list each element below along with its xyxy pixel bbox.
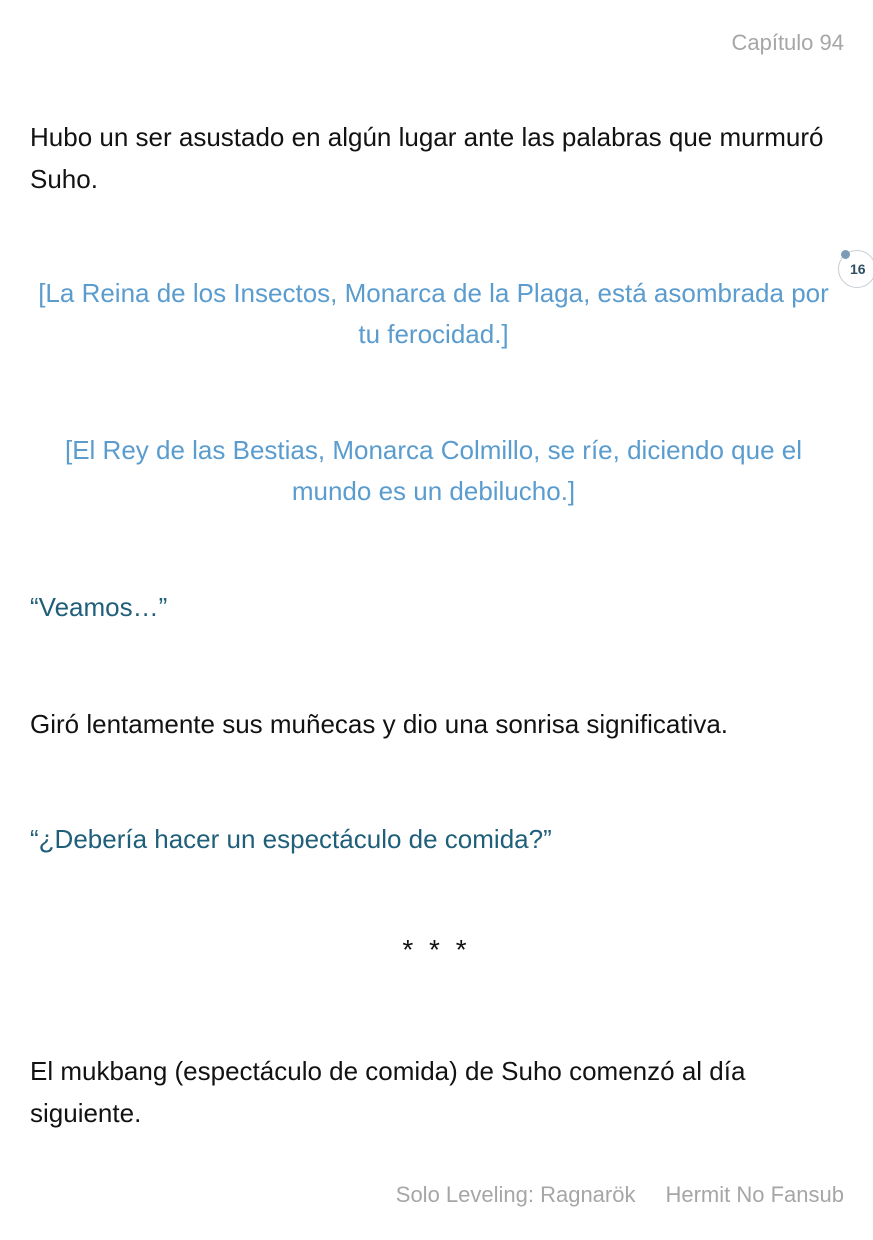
scene-separator: * * * [402, 934, 471, 965]
paragraph: El mukbang (espectáculo de comida) de Suho comenzó al día siguiente. [30, 1056, 746, 1128]
dialogue-line: “Veamos…” [30, 592, 168, 622]
system-message: [El Rey de las Bestias, Monarca Colmillo, se ríe, diciendo que el mundo es un debilucho.] [64, 435, 802, 506]
chapter-label: Capítulo 94 [731, 30, 844, 55]
novel-title: Solo Leveling: Ragnarök [395, 1182, 636, 1207]
system-message: [La Reina de los Insectos, Monarca de la Plaga, está asombrada por tu ferocidad.] [38, 278, 829, 349]
comment-count: 16 [850, 261, 866, 277]
translator-credit: Hermit No Fansub [665, 1182, 844, 1207]
paragraph: Giró lentamente sus muñecas y dio una sonrisa significativa. [30, 709, 729, 739]
footer [396, 1182, 844, 1208]
comment-count-bubble[interactable] [838, 250, 873, 288]
dialogue-line: “¿Debería hacer un espectáculo de comida?” [30, 824, 552, 854]
paragraph: Hubo un ser asustado en algún lugar ante las palabras que murmuró Suho. [30, 122, 824, 194]
comment-indicator-icon [841, 250, 850, 259]
